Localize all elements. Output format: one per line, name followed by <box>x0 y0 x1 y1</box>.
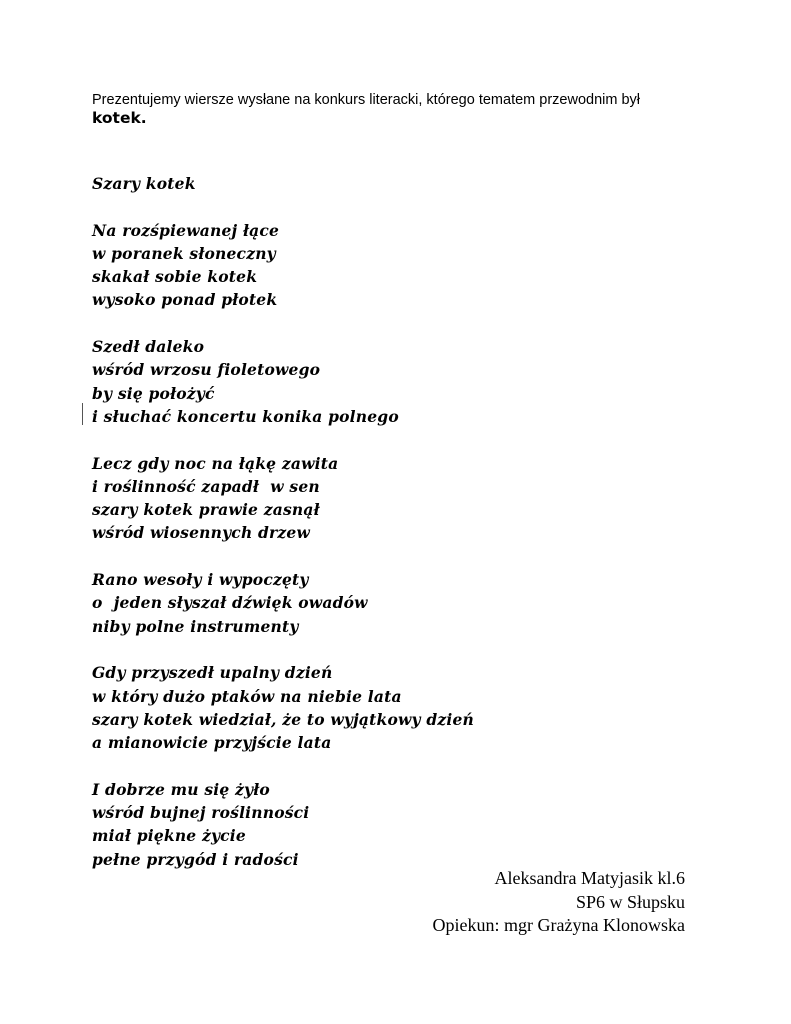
stanza-gap <box>92 754 652 777</box>
poem-line: niby polne instrumenty <box>92 616 299 636</box>
poem <box>92 172 652 871</box>
poem-line: Rano wesoły i wypoczęty <box>92 570 309 590</box>
poem-line: i roślinność zapadł w sen <box>92 476 320 496</box>
stanza-1 <box>92 219 652 312</box>
author-name: Aleksandra Matyjasik kl.6 <box>494 868 685 888</box>
poem-line: I dobrze mu się żyło <box>92 779 270 799</box>
poem-line: miał piękne życie <box>92 826 246 846</box>
stanza-gap <box>92 312 652 335</box>
intro-bold-word: kotek. <box>92 109 147 127</box>
poem-line: Lecz gdy noc na łąkę zawita <box>92 453 339 473</box>
stanza-2 <box>92 335 652 428</box>
poem-title: Szary kotek <box>92 174 196 193</box>
poem-line: a mianowicie przyjście lata <box>92 733 332 753</box>
intro-paragraph <box>92 92 732 127</box>
poem-line: w który dużo ptaków na niebie lata <box>92 686 402 706</box>
school-name: SP6 w Słupsku <box>575 891 685 912</box>
signature-block <box>433 867 685 938</box>
text-cursor <box>82 403 83 425</box>
poem-line: wysoko ponad płotek <box>92 290 278 310</box>
stanza-gap <box>92 428 652 451</box>
stanza-gap <box>92 545 652 568</box>
poem-line: by się położyć <box>92 383 215 403</box>
tutor-name: Opiekun: mgr Grażyna Klonowska <box>432 915 685 935</box>
poem-line: o jeden słyszał dźwięk owadów <box>92 593 368 613</box>
stanza-5 <box>92 661 652 754</box>
poem-line: wśród wiosennych drzew <box>92 523 311 543</box>
poem-line: i słuchać koncertu konika polnego <box>92 406 399 426</box>
poem-line: Na rozśpiewanej łące <box>92 220 280 240</box>
poem-line: pełne przygód i radości <box>92 849 299 869</box>
poem-line: wśród wrzosu fioletowego <box>92 360 321 380</box>
poem-line: Szedł daleko <box>92 337 205 357</box>
stanza-3 <box>92 452 652 545</box>
stanza-gap <box>92 195 652 218</box>
poem-line: szary kotek prawie zasnął <box>92 500 320 520</box>
poem-line: w poranek słoneczny <box>92 243 276 263</box>
poem-line: Gdy przyszedł upalny dzień <box>92 663 333 683</box>
stanza-6 <box>92 778 652 871</box>
poem-line: wśród bujnej roślinności <box>92 803 310 823</box>
stanza-gap <box>92 638 652 661</box>
poem-line: skakał sobie kotek <box>92 267 258 287</box>
stanza-4 <box>92 568 652 638</box>
poem-line: szary kotek wiedział, że to wyjątkowy dzień <box>92 709 474 729</box>
intro-text: Prezentujemy wiersze wysłane na konkurs literacki, którego tematem przewodnim był <box>92 92 640 108</box>
